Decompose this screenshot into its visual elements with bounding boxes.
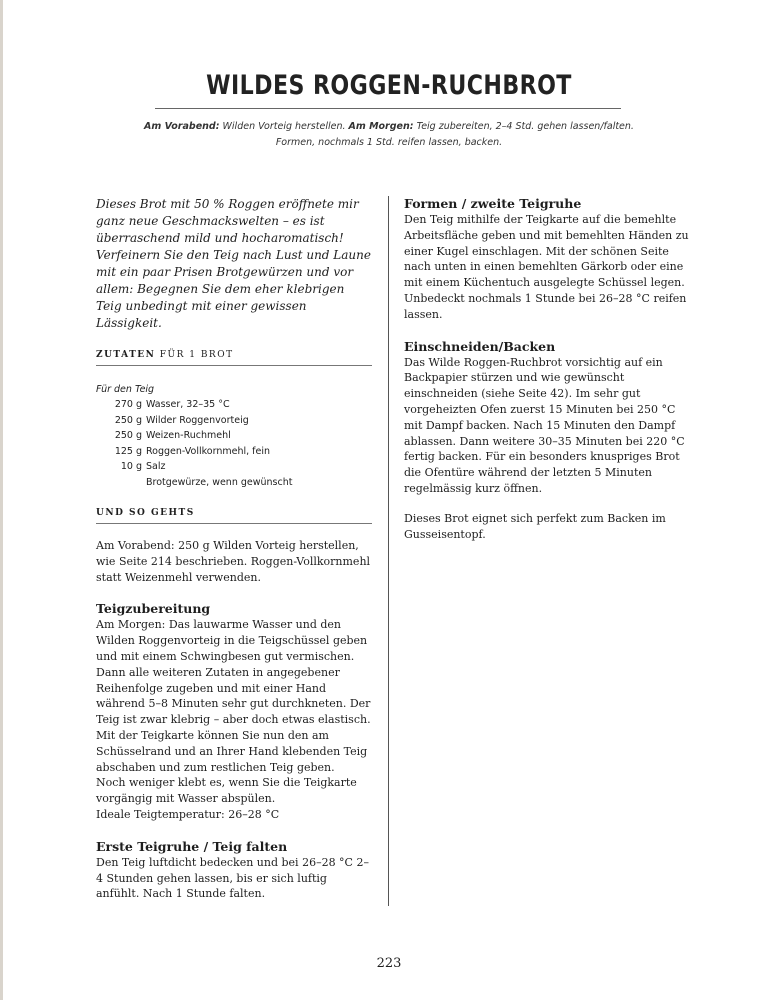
teigzubereitung-p1: Am Morgen: Das lauwarme Wasser und den Wilden Roggenvorteig in die Teigschüssel geben und mit einem Schwingbesen gut vermischen. Dann alle weiteren Zutaten in angegebener Reihenfolge zugeben und mit einer Hand während 5–8 Minuten sehr gut durchkneten. Der Teig ist zwar klebrig – aber doch etwas elastisch. xyxy=(96,618,371,727)
method-intro: Am Vorabend: 250 g Wilden Vorteig herstellen, wie Seite 214 beschrieben. Roggen-Vollkornmehl statt Weizenmehl verwenden. xyxy=(96,539,371,584)
ingredient-qty xyxy=(96,475,146,491)
ingredients-heading-light: FÜR 1 BROT xyxy=(155,350,234,360)
subtitle-line-2: Formen, nochmals 1 Std. reifen lassen, backen. xyxy=(275,137,503,148)
ingredients-heading xyxy=(96,350,372,366)
erste-teigruhe-title: Erste Teigruhe / Teig falten xyxy=(96,838,288,854)
ingredient-name: Roggen-Vollkornmehl, fein xyxy=(146,445,271,457)
ingredients-group-label: Für den Teig xyxy=(96,384,155,395)
ingredient-qty: 125 g xyxy=(114,445,142,457)
recipe-title: WILDES ROGGEN-RUCHBROT xyxy=(206,70,572,101)
backen-text: Das Wilde Roggen-Ruchbrot vorsichtig auf ein Backpapier stürzen und wie gewünscht einschneiden (siehe Seite 42). Im sehr gut vorgeheizten Ofen zuerst 15 Minuten bei 250 °C mit Dampf backen. Nach 15 Minuten den Dampf ablassen. Dann weitere 30–35 Minuten bei 220 °C fertig backen. Für ein besonders knuspriges Brot die Ofentüre während der letzten 5 Minuten regelmässig kurz öffnen. xyxy=(404,355,685,495)
ingredient-name: Weizen-Ruchmehl xyxy=(146,430,231,441)
ingredient-qty: 250 g xyxy=(114,414,142,426)
page-number: 223 xyxy=(376,956,402,971)
recipe-subtitle xyxy=(130,119,648,151)
intro-text: Dieses Brot mit 50 % Roggen eröffnete mir ganz neue Geschmackswelten – es ist überraschend mild und hocharomatisch! Verfeinern Sie den Teig nach Lust und Laune mit ein paar Prisen Brotgewürzen und vor allem: Begegnen Sie dem eher klebrigen Teig unbedingt mit einer gewissen Lässigkeit. xyxy=(96,197,371,330)
formen-title: Formen / zweite Teigruhe xyxy=(404,196,582,211)
subtitle-text-morning: Teig zubereiten, 2–4 Std. gehen lassen/falten. xyxy=(413,121,634,132)
page-binding-edge xyxy=(0,0,3,1000)
formen-p1: Den Teig mithilfe der Teigkarte auf die bemehlte Arbeitsfläche geben und mit bemehlten Händen zu einer Kugel einschlagen. Mit der schönen Seite nach unten in einen bemehlten Gärkorb oder eine mit einem Küchentuch ausgelegte Schüssel legen. xyxy=(404,213,689,290)
subtitle-label-morning: Am Morgen: xyxy=(348,121,414,132)
teigzubereitung-p4: Ideale Teigtemperatur: 26–28 °C xyxy=(96,807,280,821)
erste-teigruhe-text: Den Teig luftdicht bedecken und bei 26–28 °C 2–4 Stunden gehen lassen, bis er sich luftig anfühlt. Nach 1 Stunde falten. xyxy=(96,855,369,901)
right-column xyxy=(404,196,690,542)
ingredient-qty: 270 g xyxy=(114,399,142,410)
ingredient-name: Wilder Roggenvorteig xyxy=(146,414,249,426)
ingredients-heading-bold: ZUTATEN xyxy=(96,350,156,360)
ingredient-row xyxy=(96,428,372,444)
teigzubereitung-p2: Mit der Teigkarte können Sie nun den am Schüsselrand und an Ihrer Hand klebenden Teig abschaben und zum restlichen Teig geben. xyxy=(96,728,368,774)
ingredient-name: Salz xyxy=(146,461,166,472)
tip-text: Dieses Brot eignet sich perfekt zum Backen im Gusseisentopf. xyxy=(404,511,666,541)
teigzubereitung-p3: Noch weniger klebt es, wenn Sie die Teigkarte vorgängig mit Wasser abspülen. xyxy=(96,776,357,806)
ingredient-row xyxy=(96,444,372,460)
ingredient-row xyxy=(96,397,372,413)
subtitle-label-evening: Am Vorabend: xyxy=(144,121,220,132)
ingredient-name: Wasser, 32–35 °C xyxy=(146,399,230,410)
ingredient-name: Brotgewürze, wenn gewünscht xyxy=(146,476,293,488)
subtitle-line-1 xyxy=(130,119,648,135)
backen-title: Einschneiden/Backen xyxy=(404,338,556,354)
ingredient-qty: 250 g xyxy=(114,430,142,441)
teigzubereitung-title: Teigzubereitung xyxy=(96,601,211,617)
ingredient-qty: 10 g xyxy=(120,461,142,472)
subtitle-text-evening: Wilden Vorteig herstellen. xyxy=(219,121,349,132)
ingredients-list xyxy=(96,397,372,490)
left-column xyxy=(96,196,372,902)
column-divider xyxy=(388,196,389,906)
ingredient-row xyxy=(96,475,372,491)
method-heading: UND SO GEHTS xyxy=(96,508,372,524)
formen-p2: Unbedeckt nochmals 1 Stunde bei 26–28 °C reifen lassen. xyxy=(404,291,687,321)
title-rule xyxy=(155,108,621,109)
ingredient-row xyxy=(96,413,372,429)
ingredient-row xyxy=(96,459,372,475)
